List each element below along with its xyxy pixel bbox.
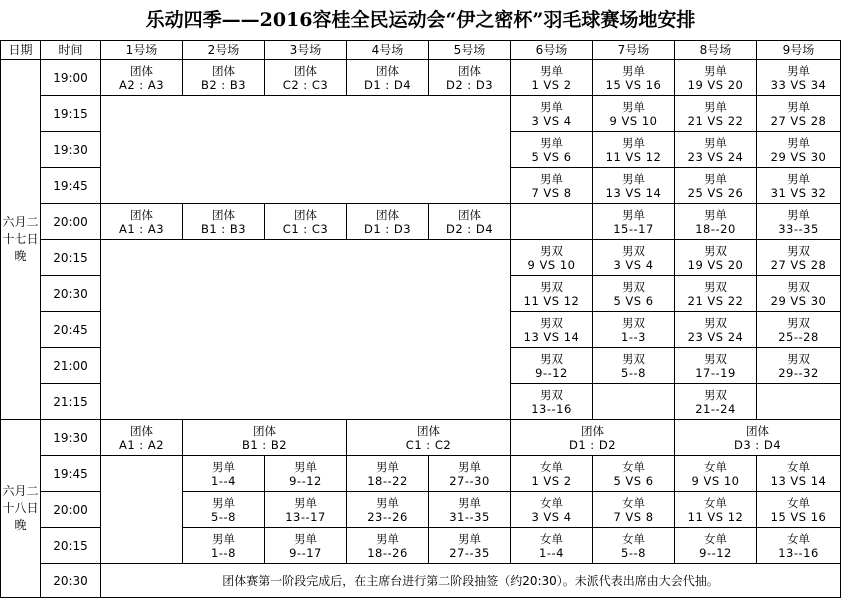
schedule-body: [1, 41, 841, 598]
match-event: 女单: [622, 495, 645, 510]
match-pairing: 11 VS 12: [605, 149, 662, 164]
match-event: 男单: [787, 171, 810, 186]
team-match-cell: [429, 60, 511, 96]
match-event: 男单: [458, 495, 481, 510]
match-event: 团体: [376, 207, 399, 222]
match-cell: [593, 96, 675, 132]
match-cell: [757, 384, 841, 420]
match-event: 男单: [787, 207, 810, 222]
match-cell: [265, 456, 347, 492]
match-pairing: 13--16: [531, 401, 572, 416]
match-pairing: 19 VS 20: [687, 77, 744, 92]
match-pairing: 5 VS 6: [613, 473, 654, 488]
header-date: 日期: [1, 41, 41, 60]
match-cell: [675, 168, 757, 204]
header-court: 6号场: [511, 41, 593, 60]
match-pairing: 9 VS 10: [609, 113, 658, 128]
team-match-cell: [429, 204, 511, 240]
match-cell: [593, 132, 675, 168]
match-event: 男单: [294, 495, 317, 510]
match-event: 男单: [212, 531, 235, 546]
match-pairing: B1 : B2: [241, 437, 288, 452]
time-cell: 20:15: [41, 528, 101, 564]
match-pairing: 18--22: [367, 473, 408, 488]
team-match-cell: [347, 60, 429, 96]
match-pairing: 31 VS 32: [770, 185, 827, 200]
match-pairing: C1 : C2: [405, 437, 452, 452]
match-pairing: 33--35: [778, 221, 819, 236]
match-event: 男单: [787, 99, 810, 114]
match-cell: [757, 204, 841, 240]
time-cell: 20:30: [41, 276, 101, 312]
match-pairing: 29--32: [778, 365, 819, 380]
match-pairing: D1 : D3: [363, 221, 412, 236]
match-pairing: 27 VS 28: [770, 257, 827, 272]
match-event: 团体: [581, 423, 604, 438]
match-event: 男双: [787, 351, 810, 366]
match-cell: [675, 312, 757, 348]
match-cell: [511, 312, 593, 348]
match-pairing: 27--35: [449, 545, 490, 560]
match-event: 男双: [622, 243, 645, 258]
match-event: 团体: [253, 423, 276, 438]
match-event: 男单: [787, 135, 810, 150]
time-cell: 20:00: [41, 492, 101, 528]
match-event: 团体: [212, 207, 235, 222]
match-pairing: 18--20: [695, 221, 736, 236]
match-cell: [675, 204, 757, 240]
team-match-cell: [183, 420, 347, 456]
time-cell: 19:45: [41, 168, 101, 204]
match-pairing: 5 VS 6: [613, 293, 654, 308]
time-cell: 19:15: [41, 96, 101, 132]
match-event: 男单: [704, 99, 727, 114]
match-pairing: 13 VS 14: [770, 473, 827, 488]
match-event: 男单: [787, 63, 810, 78]
time-cell: 20:45: [41, 312, 101, 348]
match-pairing: 19 VS 20: [687, 257, 744, 272]
match-event: 男单: [622, 207, 645, 222]
match-event: 团体: [458, 207, 481, 222]
match-pairing: 9 VS 10: [691, 473, 740, 488]
match-cell: [675, 60, 757, 96]
match-cell: [593, 492, 675, 528]
match-event: 男双: [622, 279, 645, 294]
match-cell: [511, 204, 593, 240]
match-event: 男双: [540, 315, 563, 330]
match-pairing: 33 VS 34: [770, 77, 827, 92]
match-pairing: 9 VS 10: [527, 257, 576, 272]
match-pairing: 13 VS 14: [605, 185, 662, 200]
match-cell: [757, 456, 841, 492]
notice-cell: 团体赛第一阶段完成后，在主席台进行第二阶段抽签（约20:30）。未派代表出席由大会代抽。: [101, 564, 841, 598]
match-pairing: C1 : C3: [282, 221, 329, 236]
match-event: 女单: [540, 531, 563, 546]
match-cell: [265, 528, 347, 564]
header-court: 7号场: [593, 41, 675, 60]
match-cell: [593, 168, 675, 204]
match-event: 男双: [622, 315, 645, 330]
match-event: 女单: [540, 459, 563, 474]
match-pairing: 15--17: [613, 221, 654, 236]
match-event: 团体: [417, 423, 440, 438]
empty-block: [101, 456, 183, 564]
header-time: 时间: [41, 41, 101, 60]
match-pairing: D1 : D2: [568, 437, 617, 452]
match-event: 团体: [294, 207, 317, 222]
match-pairing: 9--12: [699, 545, 732, 560]
match-pairing: 27 VS 28: [770, 113, 827, 128]
time-cell: 20:30: [41, 564, 101, 598]
time-cell: 19:30: [41, 132, 101, 168]
time-cell: 19:45: [41, 456, 101, 492]
match-cell: [757, 528, 841, 564]
match-cell: [511, 96, 593, 132]
match-pairing: 9--12: [535, 365, 568, 380]
match-event: 男双: [540, 279, 563, 294]
match-pairing: 13 VS 14: [523, 329, 580, 344]
match-event: 女单: [540, 495, 563, 510]
match-pairing: D3 : D4: [733, 437, 782, 452]
match-event: 男单: [458, 531, 481, 546]
match-cell: [511, 384, 593, 420]
match-pairing: 21 VS 22: [687, 113, 744, 128]
match-pairing: 25--28: [778, 329, 819, 344]
match-cell: [429, 492, 511, 528]
match-event: 男双: [540, 243, 563, 258]
match-pairing: 11 VS 12: [523, 293, 580, 308]
match-cell: [675, 456, 757, 492]
match-event: 团体: [130, 423, 153, 438]
match-cell: [675, 528, 757, 564]
match-event: 男单: [294, 531, 317, 546]
match-cell: [593, 528, 675, 564]
match-pairing: A1 : A3: [118, 221, 165, 236]
match-cell: [511, 60, 593, 96]
match-cell: [183, 528, 265, 564]
time-cell: 21:00: [41, 348, 101, 384]
header-court: 9号场: [757, 41, 841, 60]
match-pairing: A2 : A3: [118, 77, 165, 92]
match-pairing: 18--26: [367, 545, 408, 560]
match-cell: [429, 456, 511, 492]
team-match-cell: [183, 60, 265, 96]
match-pairing: 1--3: [621, 329, 646, 344]
match-event: 男单: [540, 171, 563, 186]
match-event: 男单: [376, 495, 399, 510]
match-cell: [593, 348, 675, 384]
match-event: 男双: [787, 279, 810, 294]
match-pairing: 1--4: [211, 473, 236, 488]
sheet-title: 乐动四季——2016容桂全民运动会“伊之密杯”羽毛球赛场地安排: [145, 9, 696, 31]
header-court: 2号场: [183, 41, 265, 60]
match-pairing: 7 VS 8: [531, 185, 572, 200]
match-cell: [593, 276, 675, 312]
match-cell: [593, 240, 675, 276]
match-event: 男单: [622, 171, 645, 186]
time-cell: 20:00: [41, 204, 101, 240]
match-event: 团体: [130, 207, 153, 222]
match-cell: [593, 384, 675, 420]
match-pairing: 9--12: [289, 473, 322, 488]
match-cell: [511, 492, 593, 528]
match-event: 男单: [294, 459, 317, 474]
match-pairing: 23 VS 24: [687, 329, 744, 344]
match-pairing: 29 VS 30: [770, 293, 827, 308]
match-pairing: 1--8: [211, 545, 236, 560]
match-event: 团体: [376, 63, 399, 78]
schedule-table: [0, 40, 841, 598]
match-event: 团体: [458, 63, 481, 78]
match-event: 女单: [787, 495, 810, 510]
match-event: 男单: [376, 531, 399, 546]
schedule-row: [1, 240, 841, 276]
match-event: 团体: [746, 423, 769, 438]
match-cell: [183, 492, 265, 528]
schedule-row: [1, 564, 841, 598]
match-cell: [757, 348, 841, 384]
match-pairing: 23 VS 24: [687, 149, 744, 164]
match-event: 女单: [704, 531, 727, 546]
match-pairing: 13--16: [778, 545, 819, 560]
time-cell: 19:30: [41, 420, 101, 456]
match-event: 男单: [704, 171, 727, 186]
match-cell: [347, 456, 429, 492]
match-cell: [675, 240, 757, 276]
team-match-cell: [101, 420, 183, 456]
match-event: 男单: [376, 459, 399, 474]
schedule-row: [1, 96, 841, 132]
match-event: 男单: [540, 135, 563, 150]
match-pairing: 25 VS 26: [687, 185, 744, 200]
match-cell: [593, 312, 675, 348]
match-pairing: 1 VS 2: [531, 77, 572, 92]
match-cell: [675, 276, 757, 312]
match-event: 男单: [622, 63, 645, 78]
time-cell: 21:15: [41, 384, 101, 420]
match-event: 男单: [704, 63, 727, 78]
match-event: 男双: [787, 315, 810, 330]
match-pairing: 5--8: [621, 365, 646, 380]
match-cell: [511, 528, 593, 564]
match-event: 男单: [704, 135, 727, 150]
match-cell: [757, 60, 841, 96]
match-cell: [511, 348, 593, 384]
match-pairing: B1 : B3: [200, 221, 247, 236]
match-pairing: D1 : D4: [363, 77, 412, 92]
match-event: 男双: [540, 387, 563, 402]
match-event: 男双: [704, 351, 727, 366]
match-pairing: 21 VS 22: [687, 293, 744, 308]
match-cell: [593, 204, 675, 240]
match-event: 男单: [458, 459, 481, 474]
match-pairing: A1 : A2: [118, 437, 165, 452]
match-event: 女单: [787, 531, 810, 546]
match-event: 男单: [704, 207, 727, 222]
schedule-row: [1, 204, 841, 240]
match-pairing: 13--17: [285, 509, 326, 524]
match-pairing: 31--35: [449, 509, 490, 524]
header-court: 1号场: [101, 41, 183, 60]
match-pairing: 3 VS 4: [531, 113, 572, 128]
match-cell: [347, 528, 429, 564]
match-pairing: 1 VS 2: [531, 473, 572, 488]
match-pairing: 21--24: [695, 401, 736, 416]
match-cell: [593, 60, 675, 96]
match-event: 女单: [787, 459, 810, 474]
match-cell: [757, 312, 841, 348]
match-cell: [757, 132, 841, 168]
match-event: 男单: [540, 99, 563, 114]
header-court: 8号场: [675, 41, 757, 60]
match-pairing: 27--30: [449, 473, 490, 488]
match-cell: [675, 96, 757, 132]
match-cell: [265, 492, 347, 528]
match-event: 女单: [704, 495, 727, 510]
team-match-cell: [101, 204, 183, 240]
match-pairing: 5--8: [211, 509, 236, 524]
team-match-cell: [183, 204, 265, 240]
team-match-cell: [101, 60, 183, 96]
time-cell: 20:15: [41, 240, 101, 276]
match-cell: [675, 348, 757, 384]
match-cell: [593, 456, 675, 492]
match-pairing: 15 VS 16: [605, 77, 662, 92]
match-pairing: 23--26: [367, 509, 408, 524]
match-cell: [511, 456, 593, 492]
header-row: [1, 41, 841, 60]
team-match-cell: [265, 60, 347, 96]
match-event: 男单: [622, 99, 645, 114]
match-cell: [511, 240, 593, 276]
team-match-cell: [675, 420, 841, 456]
match-cell: [757, 96, 841, 132]
match-event: 团体: [212, 63, 235, 78]
date-cell: 六月二十七日晚: [1, 60, 41, 420]
empty-block: [101, 96, 511, 204]
team-match-cell: [347, 420, 511, 456]
match-cell: [675, 492, 757, 528]
schedule-row: [1, 420, 841, 456]
match-event: 女单: [704, 459, 727, 474]
match-cell: [757, 240, 841, 276]
date-cell: 六月二十八日晚: [1, 420, 41, 598]
match-event: 男单: [622, 135, 645, 150]
header-court: 3号场: [265, 41, 347, 60]
match-event: 男双: [704, 243, 727, 258]
team-match-cell: [347, 204, 429, 240]
match-event: 女单: [622, 459, 645, 474]
match-event: 男双: [704, 387, 727, 402]
match-pairing: D2 : D3: [445, 77, 494, 92]
team-match-cell: [265, 204, 347, 240]
match-pairing: 5--8: [621, 545, 646, 560]
match-event: 团体: [294, 63, 317, 78]
match-cell: [429, 528, 511, 564]
match-event: 男单: [212, 459, 235, 474]
schedule-row: [1, 456, 841, 492]
match-pairing: C2 : C3: [282, 77, 329, 92]
match-event: 男双: [704, 279, 727, 294]
team-match-cell: [511, 420, 675, 456]
match-pairing: 7 VS 8: [613, 509, 654, 524]
match-cell: [347, 492, 429, 528]
match-event: 男双: [704, 315, 727, 330]
match-cell: [757, 492, 841, 528]
match-pairing: 3 VS 4: [531, 509, 572, 524]
match-pairing: 3 VS 4: [613, 257, 654, 272]
match-pairing: 1--4: [539, 545, 564, 560]
match-event: 男双: [787, 243, 810, 258]
empty-block: [101, 240, 511, 420]
header-court: 5号场: [429, 41, 511, 60]
match-event: 团体: [130, 63, 153, 78]
match-pairing: 29 VS 30: [770, 149, 827, 164]
match-event: 男单: [540, 63, 563, 78]
schedule-row: [1, 60, 841, 96]
match-event: 女单: [622, 531, 645, 546]
match-cell: [675, 384, 757, 420]
match-cell: [675, 132, 757, 168]
time-cell: 19:00: [41, 60, 101, 96]
match-pairing: 9--17: [289, 545, 322, 560]
match-cell: [511, 276, 593, 312]
match-event: 男单: [212, 495, 235, 510]
match-pairing: 17--19: [695, 365, 736, 380]
match-event: 男双: [540, 351, 563, 366]
match-cell: [511, 132, 593, 168]
match-cell: [757, 276, 841, 312]
match-cell: [183, 456, 265, 492]
match-event: 男双: [622, 351, 645, 366]
match-pairing: B2 : B3: [200, 77, 247, 92]
match-pairing: 5 VS 6: [531, 149, 572, 164]
match-pairing: D2 : D4: [445, 221, 494, 236]
match-pairing: 15 VS 16: [770, 509, 827, 524]
match-cell: [511, 168, 593, 204]
match-pairing: 11 VS 12: [687, 509, 744, 524]
header-court: 4号场: [347, 41, 429, 60]
match-cell: [757, 168, 841, 204]
